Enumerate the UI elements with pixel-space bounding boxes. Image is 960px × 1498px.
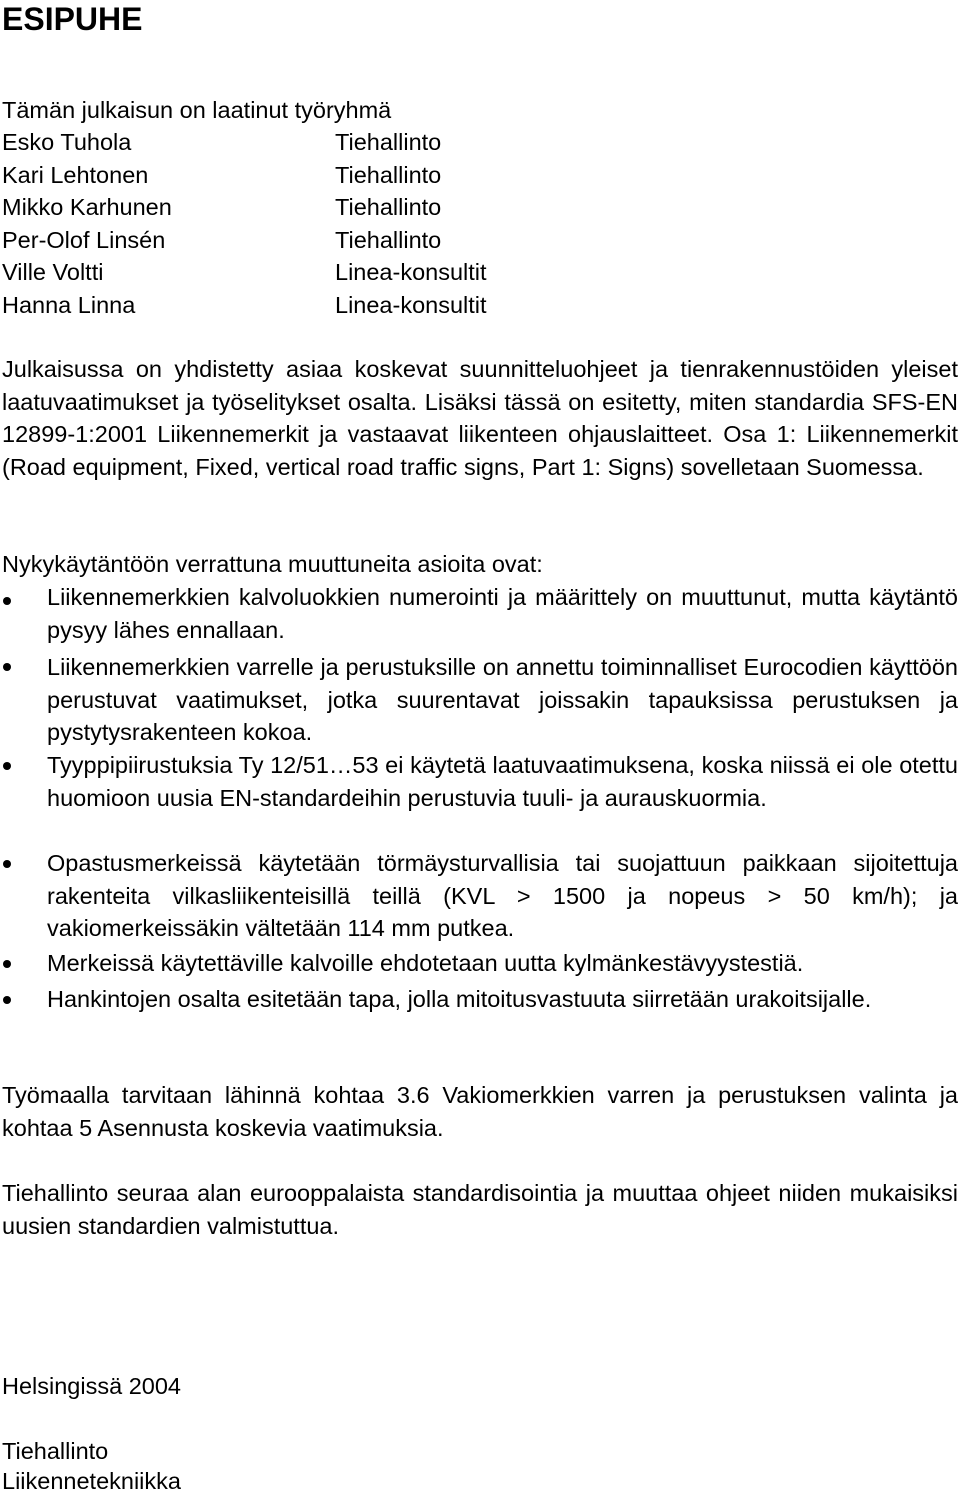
list-item-text: Tyyppipiirustuksia Ty 12/51…53 ei käytetä laatuvaatimuksena, koska niissä ei ole otettu huomioon uusia EN-standardeihin perustuvia tuuli- ja aurauskuormia. bbox=[47, 752, 958, 811]
signature-unit: Liikennetekniikka bbox=[2, 1468, 181, 1494]
team-intro: Tämän julkaisun on laatinut työryhmä bbox=[2, 97, 392, 123]
bullet-icon bbox=[3, 860, 11, 868]
team-member-name: Hanna Linna bbox=[2, 291, 136, 318]
team-member-org: Tiehallinto bbox=[335, 226, 442, 253]
bullet-icon bbox=[3, 663, 11, 671]
list-item-text: Liikennemerkkien kalvoluokkien numerointi ja määrittely on muuttunut, mutta käytäntö pysyy lähes ennallaan. bbox=[47, 584, 958, 643]
team-member-name: Kari Lehtonen bbox=[2, 161, 149, 188]
team-member-org: Linea-konsultit bbox=[335, 259, 487, 285]
team-member-name: Per-Olof Linsén bbox=[2, 226, 166, 253]
bullet-icon bbox=[3, 597, 11, 605]
signature-organisation: Tiehallinto bbox=[2, 1438, 109, 1464]
bullet-icon bbox=[3, 960, 11, 968]
team-member-name: Mikko Karhunen bbox=[2, 194, 172, 220]
list-item-text: Liikennemerkkien varrelle ja perustuksille on annettu toiminnalliset Eurocodien käyttöön perustuvat vaatimukset, jotka suurentavat joissakin tapauksissa perustuksen ja pystytysrakenteen kokoa. bbox=[47, 654, 958, 745]
place-date: Helsingissä 2004 bbox=[2, 1373, 181, 1399]
list-item-text: Merkeissä käytettäville kalvoille ehdotetaan uutta kylmänkestävyystestiä. bbox=[47, 950, 804, 976]
page-title: ESIPUHE bbox=[2, 1, 143, 37]
intro-paragraph: Julkaisussa on yhdistetty asiaa koskevat suunnitteluohjeet ja tienrakennustöiden yleiset laatuvaatimukset ja työselitykset osalta. Lisäksi tässä on esitetty, miten standardia SFS-EN 12899-1:2001 Liikennemerkit ja vastaavat liikenteen ohjauslaitteet. Osa 1: Liikennemerkit (Road equipment, Fixed, vertical road traffic signs, Part 1: Signs) sovelletaan Suomessa. bbox=[2, 356, 958, 480]
list-item-text: Hankintojen osalta esitetään tapa, jolla mitoitusvastuuta siirretään urakoitsijalle. bbox=[47, 986, 872, 1012]
bullet-icon bbox=[3, 762, 11, 770]
list-item-text: Opastusmerkeissä käytetään törmäysturvallisia tai suojattuun paikkaan sijoitettuja rakenteita vilkasliikenteisillä teillä (KVL > 1500 ja nopeus > 50 km/h); ja vakiomerkeissäkin vältetään 114 mm putkea. bbox=[47, 850, 958, 941]
team-member-org: Tiehallinto bbox=[335, 161, 442, 188]
team-member-name: Esko Tuhola bbox=[2, 129, 132, 155]
team-member-org: Tiehallinto bbox=[335, 129, 442, 155]
changes-intro: Nykykäytäntöön verrattuna muuttuneita asioita ovat: bbox=[2, 551, 543, 577]
team-member-org: Tiehallinto bbox=[335, 194, 442, 220]
bullet-icon bbox=[3, 996, 11, 1004]
team-member-org: Linea-konsultit bbox=[335, 291, 487, 318]
worksite-paragraph: Työmaalla tarvitaan lähinnä kohtaa 3.6 Vakiomerkkien varren ja perustuksen valinta ja kohtaa 5 Asennusta koskevia vaatimuksia. bbox=[2, 1082, 958, 1141]
team-member-name: Ville Voltti bbox=[2, 259, 104, 285]
standardisation-paragraph: Tiehallinto seuraa alan eurooppalaista standardisointia ja muuttaa ohjeet niiden mukaisiksi uusien standardien valmistuttua. bbox=[2, 1180, 958, 1239]
